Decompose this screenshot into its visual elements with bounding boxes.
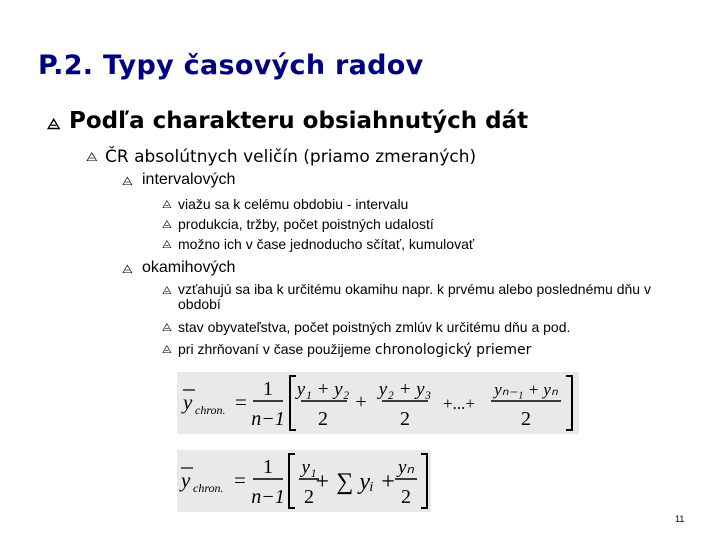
bullet-level4-item [162, 341, 531, 358]
bullet-marker-icon: ⨺ [162, 321, 172, 334]
bullet-marker-icon: ⨺ [122, 262, 133, 276]
bullet-level4-item [162, 216, 434, 232]
formula-equals: = [234, 468, 246, 492]
bullet-marker-icon: ⨺ [47, 115, 61, 133]
formula-dots: +...+ [443, 394, 475, 413]
formula-term1-num: y₁ [301, 457, 317, 478]
bullet-marker-icon: ⨺ [162, 284, 172, 297]
formula-term1-num: y₁ + y₂ [296, 379, 350, 400]
bullet-text: vzťahujú sa iba k určitému okamihu napr. k prvému alebo poslednému dňu v období [178, 281, 651, 312]
formula-sum-icon: + ∑ yᵢ + [314, 469, 396, 495]
bullet-text: ČR absolútnych veličín (priamo zmeraných) [105, 147, 477, 167]
formula-bracket-left [290, 376, 296, 430]
bullet-marker-icon: ⨺ [162, 218, 172, 231]
formula-term3-num: yₙ [397, 457, 415, 478]
formula-chronological-mean-sum [177, 450, 431, 512]
page-number: 11 [675, 514, 685, 524]
formula-term1-den: 2 [304, 486, 314, 508]
formula-term2-num: y₂ + y₃ [378, 379, 432, 400]
formula-frac-num: 1 [263, 456, 273, 478]
bullet-level4-item [162, 319, 570, 335]
formula-1-svg [177, 372, 579, 434]
bullet-level4-item [162, 282, 682, 312]
formula-frac-num: 1 [263, 378, 273, 400]
formula-term1-den: 2 [318, 408, 328, 430]
formula-equals: = [235, 390, 247, 414]
formula-bracket-right [566, 376, 572, 430]
bullet-text: stav obyvateľstva, počet poistných zmlúv k určitému dňu a pod. [178, 319, 571, 335]
bullet-text: intervalových [142, 171, 236, 188]
formula-frac-den: n−1 [251, 486, 285, 508]
formula-lhs-var: y [183, 390, 193, 414]
formula-term3-num: yₙ₋₁ + yₙ [494, 380, 558, 399]
formula-term3-den: 2 [401, 486, 411, 508]
bullet-marker-icon: ⨺ [162, 198, 172, 211]
bullet-text: produkcia, tržby, počet poistných udalostí [178, 216, 434, 232]
formula-lhs-sub: chron. [193, 481, 224, 495]
formula-bracket-left [289, 454, 295, 508]
chronological-mean-term: chronologický priemer [374, 342, 532, 358]
bullet-level3-intervalove [122, 171, 235, 189]
bullet-marker-icon: ⨺ [86, 150, 98, 165]
formula-plus: + [355, 391, 367, 413]
bullet-marker-icon: ⨺ [162, 343, 172, 356]
bullet-level1 [47, 108, 528, 134]
formula-bracket-right [421, 454, 427, 508]
bullet-marker-icon: ⨺ [122, 174, 133, 188]
bullet-text [178, 341, 531, 357]
formula-2-svg [177, 450, 431, 512]
bullet-text: viažu sa k celému obdobiu - intervalu [178, 196, 409, 212]
bullet-marker-icon: ⨺ [162, 238, 172, 251]
formula-chronological-mean-full [177, 372, 579, 434]
bullet-level2 [86, 147, 476, 167]
slide-title: P.2. Typy časových radov [38, 50, 424, 81]
bullet-text-lead: pri zhrňovaní v čase použijeme [178, 341, 371, 357]
formula-term2-den: 2 [400, 408, 410, 430]
bullet-level3-okamihove [122, 259, 235, 277]
formula-lhs-sub: chron. [195, 403, 226, 417]
bullet-level4-item [162, 236, 474, 252]
formula-lhs-var: y [181, 468, 191, 492]
formula-term3-den: 2 [521, 408, 531, 430]
formula-frac-den: n−1 [251, 408, 285, 430]
bullet-text: možno ich v čase jednoducho sčítať, kumulovať [178, 236, 475, 252]
bullet-text: okamihových [142, 259, 236, 276]
bullet-level4-item [162, 196, 408, 212]
bullet-text: Podľa charakteru obsiahnutých dát [69, 108, 529, 134]
